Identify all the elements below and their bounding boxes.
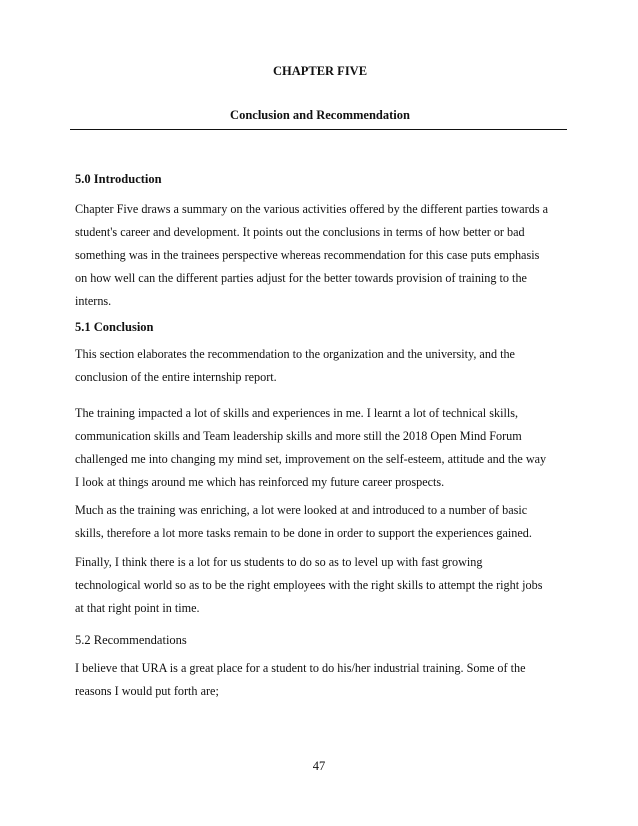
paragraph-conclusion-2 <box>75 404 575 496</box>
paragraph-conclusion-3 <box>75 501 575 547</box>
paragraph-introduction <box>75 200 575 315</box>
section-heading-recommendations: 5.2 Recommendations <box>75 633 187 647</box>
text-line: This section elaborates the recommendation to the organization and the university, and the <box>75 347 515 361</box>
chapter-subtitle: Conclusion and Recommendation <box>230 108 410 122</box>
section-heading-conclusion: 5.1 Conclusion <box>75 320 154 334</box>
text-line: interns. <box>75 294 112 308</box>
text-line: at that right point in time. <box>75 601 200 615</box>
section-heading-introduction: 5.0 Introduction <box>75 172 162 186</box>
chapter-title: CHAPTER FIVE <box>272 64 368 78</box>
text-line: Much as the training was enriching, a lot were looked at and introduced to a number of basic <box>75 503 528 517</box>
text-line: I look at things around me which has reinforced my future career prospects. <box>75 475 445 489</box>
text-line: on how well can the different parties adjust for the better towards provision of training to the <box>75 271 527 285</box>
text-line: something was in the trainees perspective whereas recommendation for this case puts emphasis <box>75 248 540 262</box>
text-line: student's career and development. It points out the conclusions in terms of how better or bad <box>75 225 525 239</box>
text-line: conclusion of the entire internship report. <box>75 370 277 384</box>
text-line: communication skills and Team leadership skills and more still the 2018 Open Mind Forum <box>75 429 522 443</box>
text-line: Chapter Five draws a summary on the various activities offered by the different parties towards a <box>75 202 549 216</box>
text-line: challenged me into changing my mind set, improvement on the self-esteem, attitude and the way <box>75 452 547 466</box>
title-divider <box>70 129 567 130</box>
text-line: I believe that URA is a great place for a student to do his/her industrial training. Some of the <box>75 661 526 675</box>
page-number: 47 <box>312 759 326 773</box>
text-line: Finally, I think there is a lot for us students to do so as to level up with fast growing <box>75 555 483 569</box>
text-line: skills, therefore a lot more tasks remain to be done in order to support the experiences gained. <box>75 526 532 540</box>
paragraph-conclusion-1 <box>75 345 575 391</box>
text-line: reasons I would put forth are; <box>75 684 219 698</box>
text-line: technological world so as to be the right employees with the right skills to attempt the right jobs <box>75 578 543 592</box>
paragraph-recommendations <box>75 659 575 705</box>
text-line: The training impacted a lot of skills and experiences in me. I learnt a lot of technical skills, <box>75 406 519 420</box>
paragraph-conclusion-4 <box>75 553 575 622</box>
